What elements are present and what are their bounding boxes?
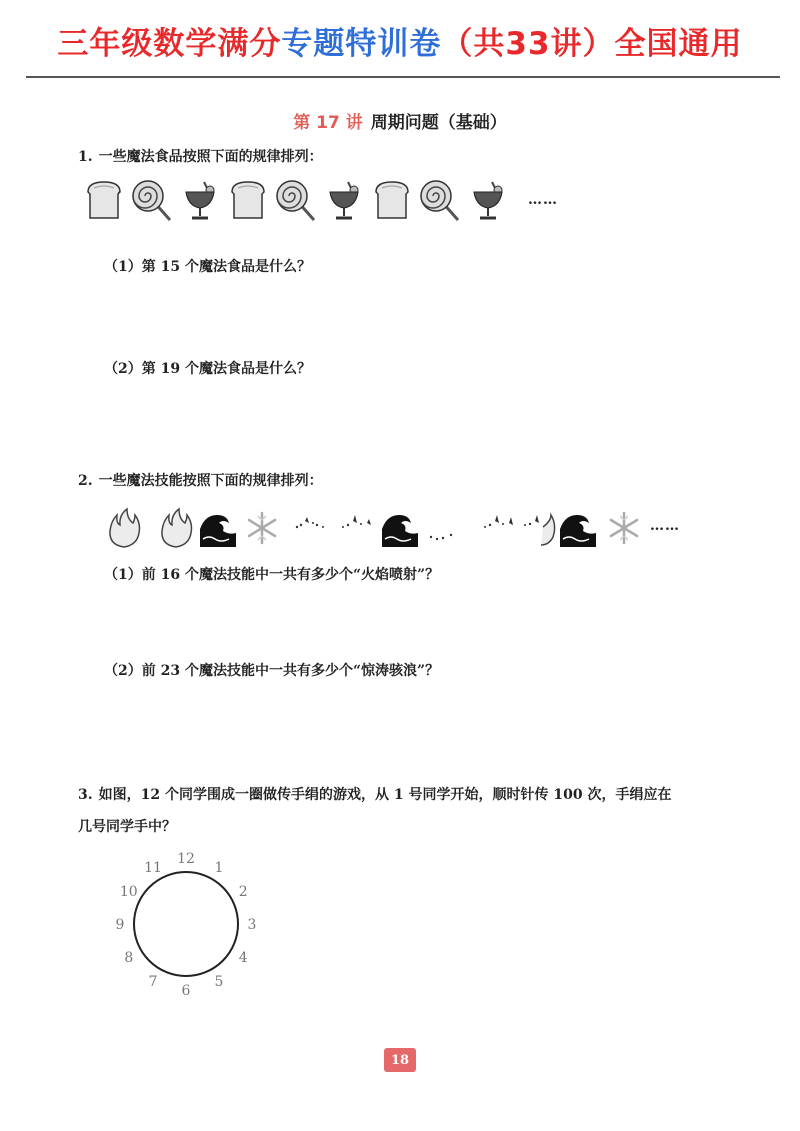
wave-icon bbox=[558, 506, 598, 550]
circle bbox=[134, 872, 238, 976]
question-1-part-1: （1）第 15 个魔法食品是什么？ bbox=[104, 259, 311, 275]
question-2-part-2: （2）前 23 个魔法技能中一共有多少个“惊涛骇浪”？ bbox=[104, 663, 440, 679]
banner-title-part2: 专题特训卷 bbox=[281, 25, 442, 62]
position-label: 2 bbox=[238, 884, 248, 900]
lollipop-icon bbox=[128, 176, 176, 224]
position-label: 7 bbox=[148, 974, 158, 991]
lesson-title bbox=[0, 108, 800, 133]
bread-icon bbox=[224, 176, 272, 224]
drink-icon bbox=[464, 176, 512, 224]
banner-title-part3: （共33讲）全国通用 bbox=[441, 25, 743, 62]
fire-icon bbox=[338, 506, 378, 550]
bread-icon bbox=[80, 176, 128, 224]
position-label: 3 bbox=[247, 917, 257, 933]
question-3-continued bbox=[78, 816, 176, 836]
lesson-name: 周期问题（基础） bbox=[370, 113, 507, 133]
bread-icon bbox=[368, 176, 416, 224]
fire-icon bbox=[290, 506, 330, 550]
food-sequence bbox=[80, 176, 558, 224]
snowflake-icon bbox=[422, 506, 462, 550]
sequence-ellipsis: …… bbox=[650, 518, 680, 534]
position-label: 8 bbox=[124, 950, 134, 966]
circle-diagram bbox=[110, 848, 270, 998]
question-number: 3. bbox=[78, 787, 93, 803]
page-number-badge: 18 bbox=[384, 1048, 416, 1072]
lollipop-icon bbox=[416, 176, 464, 224]
skill-sequence bbox=[104, 506, 704, 556]
lesson-number: 第 17 讲 bbox=[293, 113, 363, 133]
position-label: 12 bbox=[177, 851, 195, 867]
sequence-ellipsis: …… bbox=[528, 192, 558, 208]
fire-icon bbox=[156, 506, 196, 550]
lollipop-icon bbox=[272, 176, 320, 224]
wave-icon bbox=[380, 506, 420, 550]
question-1-part-2: （2）第 19 个魔法食品是什么？ bbox=[104, 361, 311, 377]
question-text-line-1: 如图，12 个同学围成一圈做传手绢的游戏，从 1 号同学开始，顺时针传 100 次，手绢应在 bbox=[98, 787, 672, 803]
snowflake-icon bbox=[604, 506, 644, 550]
drink-icon bbox=[176, 176, 224, 224]
snowflake-icon bbox=[242, 506, 282, 550]
banner-divider bbox=[26, 76, 780, 78]
page-banner-title bbox=[0, 0, 800, 80]
question-text-line-2: 几号同学手中？ bbox=[78, 819, 176, 835]
question-text: 一些魔法食品按照下面的规律排列： bbox=[98, 149, 323, 165]
position-label: 10 bbox=[119, 884, 138, 900]
question-text: 一些魔法技能按照下面的规律排列： bbox=[98, 473, 323, 489]
position-label: 11 bbox=[144, 859, 162, 876]
fire-icon bbox=[104, 506, 144, 550]
wave-icon bbox=[198, 506, 238, 550]
drink-icon bbox=[320, 176, 368, 224]
position-label: 9 bbox=[115, 917, 125, 933]
fire-icon bbox=[480, 506, 520, 550]
position-label: 5 bbox=[214, 974, 224, 991]
fire-icon bbox=[520, 506, 560, 550]
question-2 bbox=[78, 470, 323, 490]
position-label: 6 bbox=[181, 983, 191, 998]
question-3 bbox=[78, 784, 671, 804]
banner-title-part1: 三年级数学满分 bbox=[57, 25, 282, 62]
position-label: 4 bbox=[238, 950, 248, 966]
question-number: 1. bbox=[78, 149, 93, 165]
question-1 bbox=[78, 146, 323, 166]
position-label: 1 bbox=[214, 859, 224, 876]
question-2-part-1: （1）前 16 个魔法技能中一共有多少个“火焰喷射”？ bbox=[104, 567, 440, 583]
question-number: 2. bbox=[78, 473, 93, 489]
